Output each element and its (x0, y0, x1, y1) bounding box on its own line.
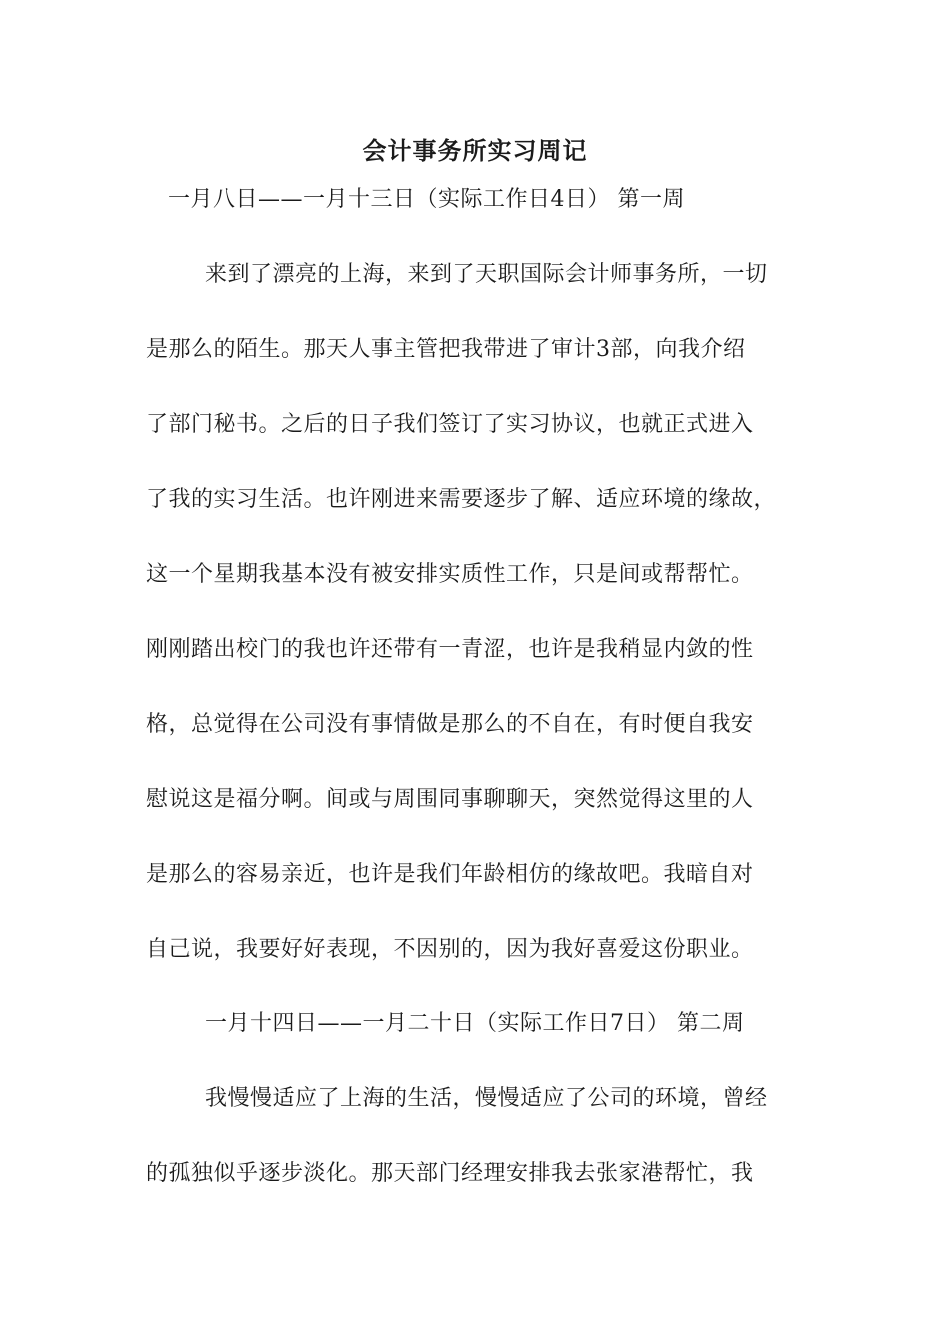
paragraph-line: 刚刚踏出校门的我也许还带有一青涩，也许是我稍显内敛的性 (146, 637, 754, 662)
paragraph-line: 来到了漂亮的上海，来到了天职国际会计师事务所，一切 (205, 262, 768, 287)
paragraph-line: 自己说，我要好好表现，不因别的，因为我好喜爱这份职业。 (146, 937, 754, 962)
paragraph-line: 是那么的容易亲近，也许是我们年龄相仿的缘故吧。我暗自对 (146, 862, 754, 887)
paragraph-line: 了部门秘书。之后的日子我们签订了实习协议，也就正式进入 (146, 412, 754, 437)
paragraph-line: 是那么的陌生。那天人事主管把我带进了审计3部，向我介绍 (146, 337, 746, 362)
week1-header: 一月八日——一月十三日（实际工作日4日） 第一周 (168, 187, 685, 212)
document-title: 会计事务所实习周记 (362, 136, 588, 165)
paragraph-line: 格，总觉得在公司没有事情做是那么的不自在，有时便自我安 (146, 712, 754, 737)
paragraph-line: 了我的实习生活。也许刚进来需要逐步了解、适应环境的缘故， (146, 487, 777, 512)
week2-header: 一月十四日——一月二十日（实际工作日7日） 第二周 (205, 1011, 745, 1036)
paragraph-line: 我慢慢适应了上海的生活，慢慢适应了公司的环境，曾经 (205, 1086, 768, 1111)
paragraph-line: 的孤独似乎逐步淡化。那天部门经理安排我去张家港帮忙，我 (146, 1161, 754, 1186)
paragraph-line: 这一个星期我基本没有被安排实质性工作，只是间或帮帮忙。 (146, 562, 754, 587)
paragraph-line: 慰说这是福分啊。间或与周围同事聊聊天，突然觉得这里的人 (146, 787, 754, 812)
